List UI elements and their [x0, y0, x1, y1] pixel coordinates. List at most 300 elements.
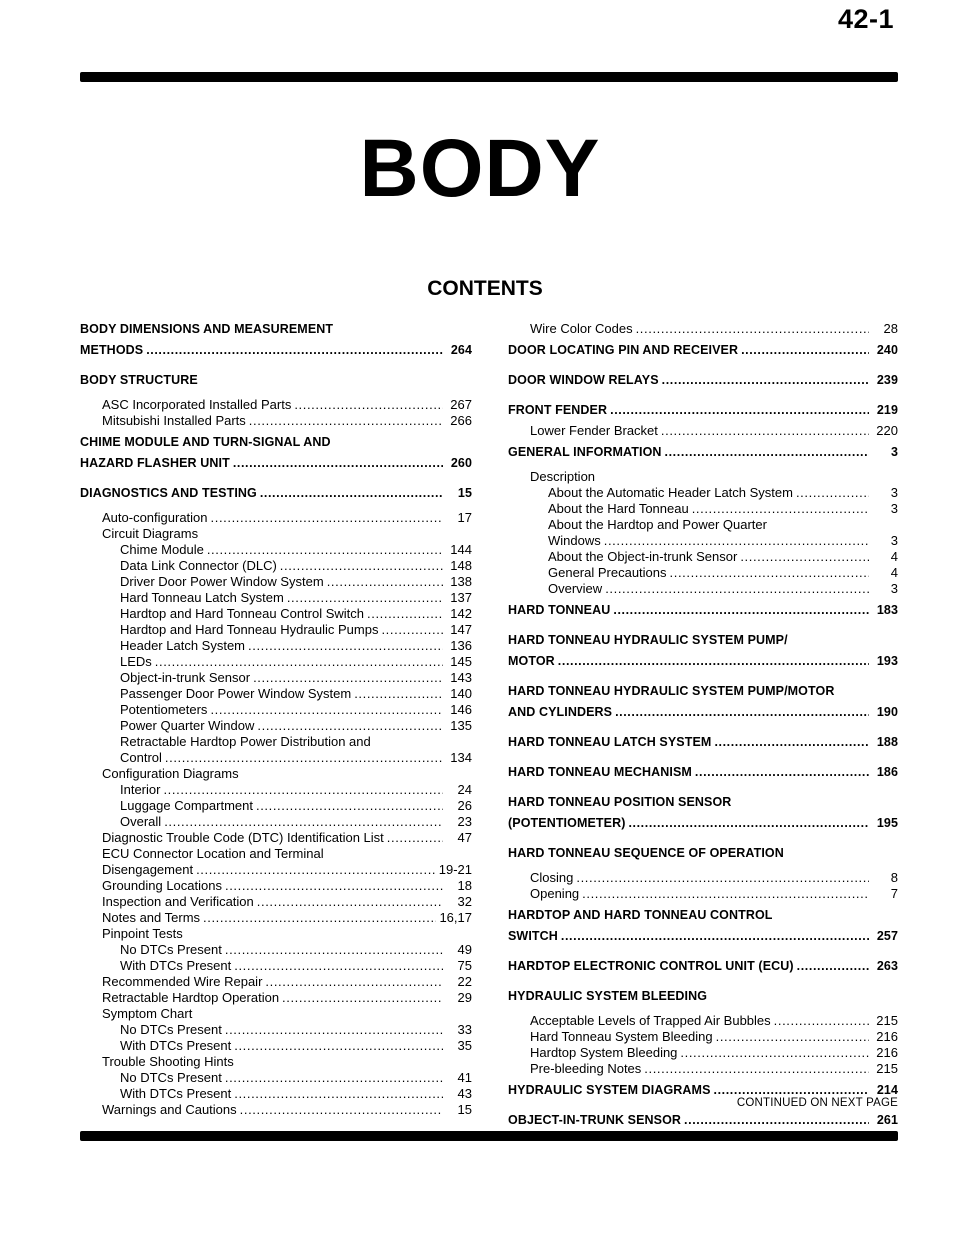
- toc-entry-title: Opening: [530, 886, 580, 901]
- toc-entry-title: Trouble Shooting Hints: [102, 1054, 234, 1069]
- dot-leader: [234, 1086, 443, 1102]
- toc-entry-title: HARD TONNEAU HYDRAULIC SYSTEM PUMP/: [508, 633, 788, 647]
- toc-entry: [508, 501, 898, 517]
- toc-entry-page: 35: [457, 1038, 472, 1053]
- toc-entry: [80, 702, 472, 718]
- toc-entry: [508, 1061, 898, 1077]
- dot-leader: [610, 402, 869, 418]
- toc-entry-page: 147: [450, 622, 472, 637]
- toc-entry-title: SWITCH: [508, 929, 558, 943]
- toc-entry-title: With DTCs Present: [120, 1086, 232, 1101]
- toc-entry-page: 148: [450, 558, 472, 573]
- toc-right-column: [508, 321, 898, 1128]
- toc-entry-title: HARD TONNEAU HYDRAULIC SYSTEM PUMP/MOTOR: [508, 684, 835, 698]
- toc-entry-title: Hardtop System Bleeding: [530, 1045, 678, 1060]
- toc-entry-page: 195: [876, 816, 898, 830]
- dot-leader: [234, 1038, 443, 1054]
- toc-entry-page: 220: [876, 423, 898, 438]
- toc-entry-title: Chime Module: [120, 542, 204, 557]
- toc-entry-title: AND CYLINDERS: [508, 705, 613, 719]
- toc-entry-title: Pre-bleeding Notes: [530, 1061, 642, 1076]
- dot-leader: [257, 718, 443, 734]
- toc-entry-title: Retractable Hardtop Power Distribution and: [120, 734, 371, 749]
- dot-leader: [665, 444, 869, 460]
- toc-entry-title: HARDTOP AND HARD TONNEAU CONTROL: [508, 908, 773, 922]
- toc-entry: [508, 794, 898, 810]
- toc-entry: [508, 907, 898, 923]
- dot-leader: [234, 958, 443, 974]
- toc-entry-title: Closing: [530, 870, 574, 885]
- toc-entry: [508, 485, 898, 501]
- toc-entry-title: ASC Incorporated Installed Parts: [102, 397, 292, 412]
- toc-entry-page: 19-21: [438, 862, 472, 877]
- toc-entry: [508, 565, 898, 581]
- toc-entry-page: 186: [876, 765, 898, 779]
- toc-entry: [80, 782, 472, 798]
- toc-entry-page: 267: [450, 397, 472, 412]
- toc-entry: [508, 958, 898, 974]
- toc-entry-page: 18: [457, 878, 472, 893]
- toc-entry-title: With DTCs Present: [120, 958, 232, 973]
- dot-leader: [367, 606, 443, 622]
- dot-leader: [661, 423, 869, 439]
- toc-entry-page: 43: [457, 1086, 472, 1101]
- toc-entry: [508, 469, 898, 485]
- dot-leader: [249, 413, 443, 429]
- dot-leader: [163, 782, 443, 798]
- toc-entry: [80, 814, 472, 830]
- toc-entry-page: 75: [457, 958, 472, 973]
- toc-entry-title: Mitsubishi Installed Parts: [102, 413, 246, 428]
- toc-entry-page: 4: [890, 549, 898, 564]
- toc-entry-page: 138: [450, 574, 472, 589]
- toc-entry-page: 17: [457, 510, 472, 525]
- toc-entry: [80, 1102, 472, 1118]
- dot-leader: [797, 958, 869, 974]
- toc-entry-title: Inspection and Verification: [102, 894, 254, 909]
- toc-entry-title: DOOR WINDOW RELAYS: [508, 373, 659, 387]
- toc-entry-title: Header Latch System: [120, 638, 246, 653]
- toc-entry-title: General Precautions: [548, 565, 667, 580]
- toc-entry-title: Overview: [548, 581, 603, 596]
- toc-entry: [80, 894, 472, 910]
- contents-heading: CONTENTS: [427, 277, 543, 300]
- toc-entry: [80, 510, 472, 526]
- toc-entry-title: Windows: [548, 533, 601, 548]
- dot-leader: [576, 870, 869, 886]
- toc-entry: [508, 886, 898, 902]
- toc-entry-title: About the Automatic Header Latch System: [548, 485, 793, 500]
- toc-entry-page: 49: [457, 942, 472, 957]
- toc-entry-title: Data Link Connector (DLC): [120, 558, 277, 573]
- dot-leader: [716, 1029, 869, 1045]
- dot-leader: [740, 549, 869, 565]
- toc-entry-page: 239: [876, 373, 898, 387]
- toc-entry-title: Acceptable Levels of Trapped Air Bubbles: [530, 1013, 771, 1028]
- toc-entry: [508, 1013, 898, 1029]
- toc-entry: [508, 870, 898, 886]
- toc-entry: [508, 704, 898, 720]
- toc-entry: [80, 974, 472, 990]
- dot-leader: [636, 321, 869, 337]
- bottom-rule: [80, 1131, 898, 1141]
- toc-entry-page: 216: [876, 1029, 898, 1044]
- dot-leader: [225, 942, 443, 958]
- toc-entry: [508, 764, 898, 780]
- toc-entry-page: 266: [450, 413, 472, 428]
- toc-entry-title: Auto-configuration: [102, 510, 208, 525]
- toc-entry: [508, 602, 898, 618]
- toc-entry-title: OBJECT-IN-TRUNK SENSOR: [508, 1113, 682, 1127]
- toc-entry-title: Hardtop and Hard Tonneau Hydraulic Pumps: [120, 622, 379, 637]
- toc-entry: [80, 798, 472, 814]
- toc-entry: [80, 654, 472, 670]
- toc-entry: [80, 1054, 472, 1070]
- toc-entry-title: GENERAL INFORMATION: [508, 445, 662, 459]
- toc-entry: [80, 1006, 472, 1022]
- toc-entry: [508, 402, 898, 418]
- toc-entry-title: BODY DIMENSIONS AND MEASUREMENT: [80, 322, 334, 336]
- toc-entry-page: 136: [450, 638, 472, 653]
- toc-entry-title: METHODS: [80, 343, 144, 357]
- dot-leader: [695, 764, 869, 780]
- toc-entry-title: About the Hard Tonneau: [548, 501, 689, 516]
- toc-entry-page: 142: [450, 606, 472, 621]
- toc-entry-title: Driver Door Power Window System: [120, 574, 324, 589]
- toc-entry-title: DIAGNOSTICS AND TESTING: [80, 486, 257, 500]
- toc-entry-title: CHIME MODULE AND TURN-SIGNAL AND: [80, 435, 331, 449]
- toc-entry-page: 144: [450, 542, 472, 557]
- toc-entry-title: Diagnostic Trouble Code (DTC) Identification List: [102, 830, 384, 845]
- toc-entry-page: 3: [890, 533, 898, 548]
- toc-entry-title: No DTCs Present: [120, 1070, 222, 1085]
- toc-entry-page: 41: [457, 1070, 472, 1085]
- toc-entry: [508, 1082, 898, 1098]
- toc-entry: [80, 1038, 472, 1054]
- toc-entry-title: LEDs: [120, 654, 152, 669]
- dot-leader: [714, 734, 869, 750]
- toc-entry-page: 143: [450, 670, 472, 685]
- toc-entry: [80, 670, 472, 686]
- toc-entry: [80, 574, 472, 590]
- dot-leader: [670, 565, 869, 581]
- toc-entry: [508, 815, 898, 831]
- toc-entry: [508, 372, 898, 388]
- dot-leader: [257, 894, 443, 910]
- toc-entry: [508, 342, 898, 358]
- toc-entry-title: HARD TONNEAU: [508, 603, 611, 617]
- dot-leader: [203, 910, 436, 926]
- toc-entry-page: 3: [890, 501, 898, 516]
- toc-entry: [508, 632, 898, 648]
- toc-entry: [80, 718, 472, 734]
- toc-entry: [80, 686, 472, 702]
- toc-entry-page: 15: [457, 1102, 472, 1117]
- toc-entry-page: 32: [457, 894, 472, 909]
- toc-entry-title: MOTOR: [508, 654, 555, 668]
- toc-entry-page: 16,17: [439, 910, 472, 925]
- dot-leader: [680, 1045, 869, 1061]
- toc-entry: [80, 485, 472, 501]
- toc-entry-title: No DTCs Present: [120, 942, 222, 957]
- toc-entry-title: Hard Tonneau Latch System: [120, 590, 284, 605]
- dot-leader: [692, 501, 869, 517]
- toc-entry: [508, 734, 898, 750]
- toc-entry: [80, 606, 472, 622]
- dot-leader: [714, 1082, 869, 1098]
- toc-entry-page: 3: [890, 485, 898, 500]
- dot-leader: [155, 654, 443, 670]
- toc-entry-page: 26: [457, 798, 472, 813]
- dot-leader: [561, 928, 869, 944]
- dot-leader: [558, 653, 869, 669]
- toc-entry-page: 260: [450, 456, 472, 470]
- toc-entry-title: HARD TONNEAU MECHANISM: [508, 765, 692, 779]
- toc-entry-page: 215: [876, 1013, 898, 1028]
- toc-entry-page: 28: [883, 321, 898, 336]
- dot-leader: [684, 1112, 869, 1128]
- toc-entry: [80, 590, 472, 606]
- toc-entry-title: Warnings and Cautions: [102, 1102, 237, 1117]
- dot-leader: [287, 590, 443, 606]
- dot-leader: [165, 750, 443, 766]
- toc-entry-title: Overall: [120, 814, 162, 829]
- dot-leader: [225, 1022, 443, 1038]
- toc-entry: [80, 862, 472, 878]
- toc-entry-page: 214: [876, 1083, 898, 1097]
- toc-entry-title: Hardtop and Hard Tonneau Control Switch: [120, 606, 365, 621]
- page-title: BODY: [359, 123, 601, 214]
- toc-entry-title: Object-in-trunk Sensor: [120, 670, 251, 685]
- toc-entry: [80, 558, 472, 574]
- dot-leader: [628, 815, 869, 831]
- top-rule: [80, 72, 898, 82]
- dot-leader: [662, 372, 869, 388]
- page-number: 42-1: [837, 4, 894, 34]
- toc-entry-title: About the Object-in-trunk Sensor: [548, 549, 738, 564]
- toc-entry: [508, 928, 898, 944]
- dot-leader: [774, 1013, 869, 1029]
- dot-leader: [211, 510, 443, 526]
- toc-entry-page: 134: [450, 750, 472, 765]
- dot-leader: [256, 798, 443, 814]
- toc-entry: [508, 1029, 898, 1045]
- toc-entry: [508, 423, 898, 439]
- toc-entry-page: 3: [890, 581, 898, 596]
- toc-entry: [80, 942, 472, 958]
- toc-entry-page: 3: [890, 445, 898, 459]
- toc-entry: [80, 321, 472, 337]
- dot-leader: [613, 602, 869, 618]
- toc-entry-page: 33: [457, 1022, 472, 1037]
- toc-entry-page: 257: [876, 929, 898, 943]
- toc-entry-page: 146: [450, 702, 472, 717]
- toc-entry: [80, 342, 472, 358]
- toc-entry-title: (POTENTIOMETER): [508, 816, 626, 830]
- dot-leader: [387, 830, 443, 846]
- dot-leader: [146, 342, 443, 358]
- dot-leader: [225, 1070, 443, 1086]
- toc-entry: [80, 926, 472, 942]
- toc-entry-title: FRONT FENDER: [508, 403, 608, 417]
- toc-entry: [80, 766, 472, 782]
- dot-leader: [582, 886, 869, 902]
- toc-entry-title: Luggage Compartment: [120, 798, 253, 813]
- toc-entry: [80, 830, 472, 846]
- dot-leader: [604, 533, 869, 549]
- dot-leader: [605, 581, 869, 597]
- toc-entry-title: Grounding Locations: [102, 878, 222, 893]
- toc-entry: [80, 1086, 472, 1102]
- toc-entry: [80, 372, 472, 388]
- toc-entry: [508, 845, 898, 861]
- toc-entry-page: 263: [876, 959, 898, 973]
- toc-entry: [80, 413, 472, 429]
- toc-left-column: [80, 321, 472, 1118]
- toc-entry: [508, 444, 898, 460]
- toc-entry-page: 15: [457, 486, 472, 500]
- toc-entry: [508, 321, 898, 337]
- dot-leader: [253, 670, 443, 686]
- toc-entry-title: Retractable Hardtop Operation: [102, 990, 280, 1005]
- dot-leader: [741, 342, 869, 358]
- toc-entry-title: With DTCs Present: [120, 1038, 232, 1053]
- toc-entry-title: Symptom Chart: [102, 1006, 193, 1021]
- toc-entry: [80, 878, 472, 894]
- toc-entry-page: 7: [890, 886, 898, 901]
- toc-entry: [508, 549, 898, 565]
- toc-entry-title: Disengagement: [102, 862, 194, 877]
- toc-entry: [508, 581, 898, 597]
- dot-leader: [233, 455, 443, 471]
- toc-entry-page: 22: [457, 974, 472, 989]
- dot-leader: [265, 974, 443, 990]
- toc-entry: [80, 734, 472, 750]
- dot-leader: [196, 862, 436, 878]
- toc-entry: [80, 397, 472, 413]
- dot-leader: [280, 558, 443, 574]
- toc-entry: [80, 846, 472, 862]
- toc-entry-title: Interior: [120, 782, 161, 797]
- toc-entry-page: 183: [876, 603, 898, 617]
- dot-leader: [260, 485, 443, 501]
- dot-leader: [381, 622, 443, 638]
- dot-leader: [164, 814, 443, 830]
- toc-entry-title: Notes and Terms: [102, 910, 201, 925]
- toc-entry-title: DOOR LOCATING PIN AND RECEIVER: [508, 343, 739, 357]
- toc-entry: [80, 526, 472, 542]
- toc-entry-title: HYDRAULIC SYSTEM BLEEDING: [508, 989, 708, 1003]
- toc-entry-page: 29: [457, 990, 472, 1005]
- toc-entry-page: 145: [450, 654, 472, 669]
- toc-entry: [80, 455, 472, 471]
- toc-entry-page: 47: [457, 830, 472, 845]
- dot-leader: [354, 686, 443, 702]
- toc-entry: [80, 542, 472, 558]
- dot-leader: [240, 1102, 443, 1118]
- toc-entry: [508, 988, 898, 1004]
- toc-entry-page: 240: [876, 343, 898, 357]
- toc-entry: [508, 653, 898, 669]
- toc-entry-page: 4: [890, 565, 898, 580]
- continued-note: CONTINUED ON NEXT PAGE: [736, 1097, 898, 1109]
- toc-entry-title: Wire Color Codes: [530, 321, 633, 336]
- toc-entry-title: Hard Tonneau System Bleeding: [530, 1029, 713, 1044]
- toc-entry-title: Configuration Diagrams: [102, 766, 239, 781]
- dot-leader: [615, 704, 869, 720]
- toc-entry: [80, 910, 472, 926]
- toc-entry-page: 188: [876, 735, 898, 749]
- toc-entry-title: HAZARD FLASHER UNIT: [80, 456, 230, 470]
- dot-leader: [207, 542, 443, 558]
- toc-entry-page: 140: [450, 686, 472, 701]
- toc-entry-page: 216: [876, 1045, 898, 1060]
- toc-entry-page: 24: [457, 782, 472, 797]
- toc-entry-title: HARD TONNEAU SEQUENCE OF OPERATION: [508, 846, 784, 860]
- toc-entry: [80, 622, 472, 638]
- dot-leader: [294, 397, 443, 413]
- dot-leader: [796, 485, 869, 501]
- dot-leader: [644, 1061, 869, 1077]
- toc-entry: [508, 1045, 898, 1061]
- toc-entry-title: Description: [530, 469, 596, 484]
- toc-entry: [80, 990, 472, 1006]
- toc-entry-title: ECU Connector Location and Terminal: [102, 846, 324, 861]
- toc-entry-title: Passenger Door Power Window System: [120, 686, 352, 701]
- toc-entry-page: 190: [876, 705, 898, 719]
- toc-entry: [508, 683, 898, 699]
- toc-entry-title: HARD TONNEAU POSITION SENSOR: [508, 795, 732, 809]
- toc-entry-page: 23: [457, 814, 472, 829]
- toc-entry: [508, 533, 898, 549]
- toc-entry-title: Control: [120, 750, 162, 765]
- toc-entry-title: No DTCs Present: [120, 1022, 222, 1037]
- toc-entry-title: Pinpoint Tests: [102, 926, 183, 941]
- toc-entry-title: HYDRAULIC SYSTEM DIAGRAMS: [508, 1083, 711, 1097]
- toc-entry: [80, 1070, 472, 1086]
- toc-entry-title: HARD TONNEAU LATCH SYSTEM: [508, 735, 712, 749]
- toc-entry-title: Lower Fender Bracket: [530, 423, 658, 438]
- toc-entry-title: HARDTOP ELECTRONIC CONTROL UNIT (ECU): [508, 959, 794, 973]
- dot-leader: [210, 702, 443, 718]
- toc-entry-page: 193: [876, 654, 898, 668]
- toc-entry-page: 215: [876, 1061, 898, 1076]
- toc-entry: [508, 1112, 898, 1128]
- toc-entry-title: Recommended Wire Repair: [102, 974, 263, 989]
- toc-entry-title: Potentiometers: [120, 702, 208, 717]
- toc-entry-title: BODY STRUCTURE: [80, 373, 198, 387]
- toc-entry-page: 261: [876, 1113, 898, 1127]
- dot-leader: [327, 574, 443, 590]
- toc-entry-page: 219: [876, 403, 898, 417]
- toc-entry-title: Power Quarter Window: [120, 718, 255, 733]
- toc-entry-page: 137: [450, 590, 472, 605]
- dot-leader: [225, 878, 443, 894]
- toc-entry-page: 8: [890, 870, 898, 885]
- dot-leader: [282, 990, 443, 1006]
- toc-entry: [80, 750, 472, 766]
- toc-entry-title: Circuit Diagrams: [102, 526, 199, 541]
- dot-leader: [248, 638, 443, 654]
- toc-entry-page: 264: [450, 343, 472, 357]
- toc-entry: [508, 517, 898, 533]
- toc-entry: [80, 1022, 472, 1038]
- toc-entry-page: 135: [450, 718, 472, 733]
- toc-entry: [80, 434, 472, 450]
- toc-entry: [80, 638, 472, 654]
- toc-entry-title: About the Hardtop and Power Quarter: [548, 517, 767, 532]
- toc-entry: [80, 958, 472, 974]
